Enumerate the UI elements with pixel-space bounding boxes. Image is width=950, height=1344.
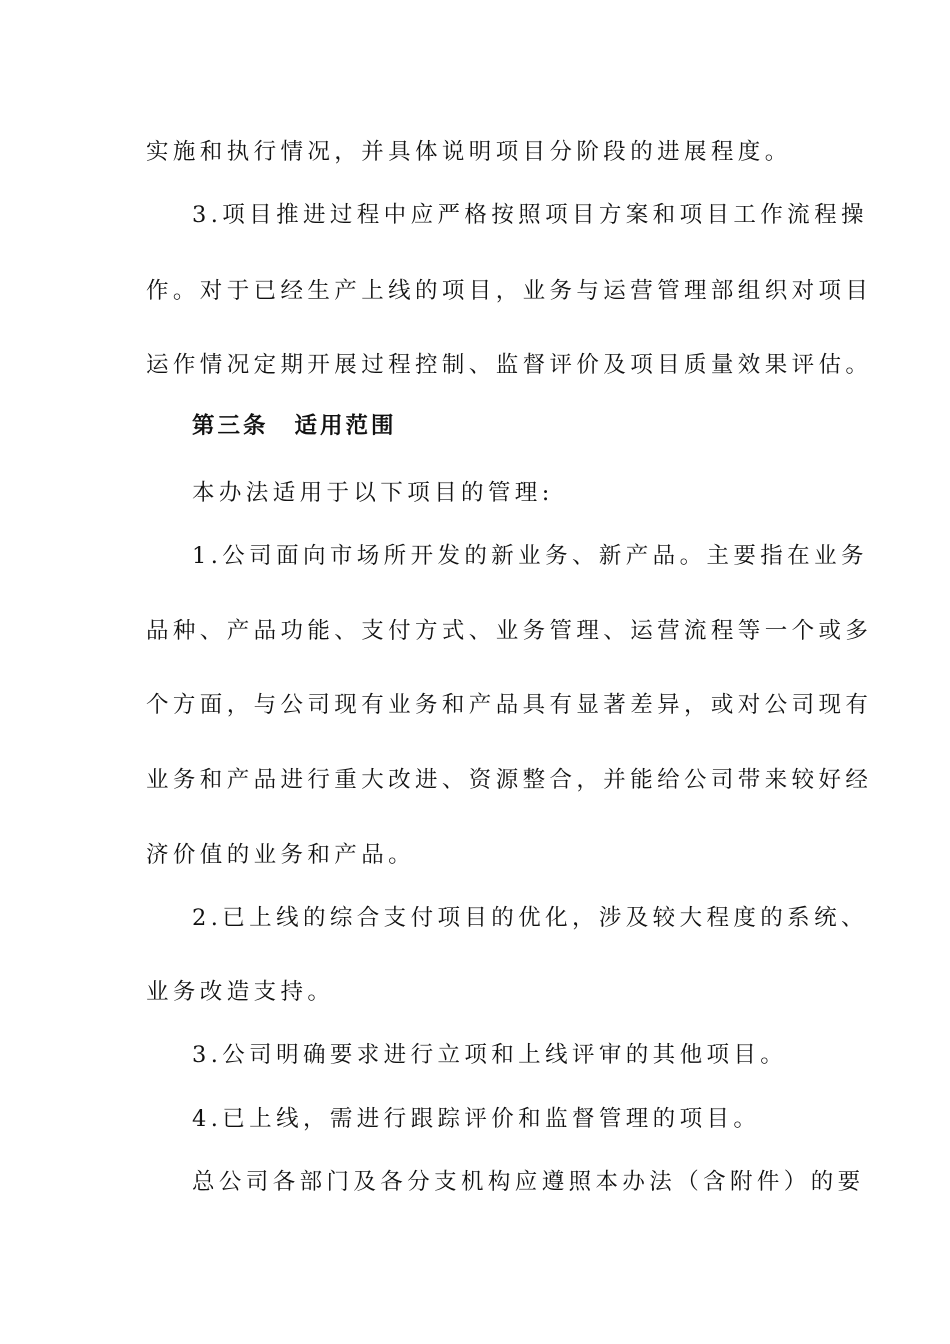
paragraph-line: 济价值的业务和产品。 xyxy=(146,842,416,868)
paragraph-line: 本办法适用于以下项目的管理: xyxy=(192,480,554,506)
section-heading xyxy=(192,411,816,441)
paragraph-line: 总公司各部门及各分支机构应遵照本办法（含附件）的要 xyxy=(192,1169,865,1195)
section-number: 第三条 xyxy=(192,413,269,439)
paragraph-line: 3.项目推进过程中应严格按照项目方案和项目工作流程操 xyxy=(192,202,868,228)
paragraph-line: 4.已上线，需进行跟踪评价和监督管理的项目。 xyxy=(192,1106,761,1132)
paragraph-line: 作。对于已经生产上线的项目，业务与运营管理部组织对项目 xyxy=(146,278,873,304)
paragraph-line: 2.已上线的综合支付项目的优化，涉及较大程度的系统、 xyxy=(192,905,868,931)
paragraph-line: 1.公司面向市场所开发的新业务、新产品。主要指在业务 xyxy=(192,543,868,569)
paragraph-line: 业务和产品进行重大改进、资源整合，并能给公司带来较好经 xyxy=(146,767,873,793)
paragraph-line: 品种、产品功能、支付方式、业务管理、运营流程等一个或多 xyxy=(146,618,873,644)
paragraph-line: 个方面，与公司现有业务和产品具有显著差异，或对公司现有 xyxy=(146,692,873,718)
paragraph-line: 3.公司明确要求进行立项和上线评审的其他项目。 xyxy=(192,1042,788,1068)
paragraph-line: 实施和执行情况，并具体说明项目分阶段的进展程度。 xyxy=(146,139,792,165)
paragraph-line: 运作情况定期开展过程控制、监督评价及项目质量效果评估。 xyxy=(146,352,873,378)
section-title: 适用范围 xyxy=(294,413,397,439)
paragraph-line: 业务改造支持。 xyxy=(146,979,335,1005)
